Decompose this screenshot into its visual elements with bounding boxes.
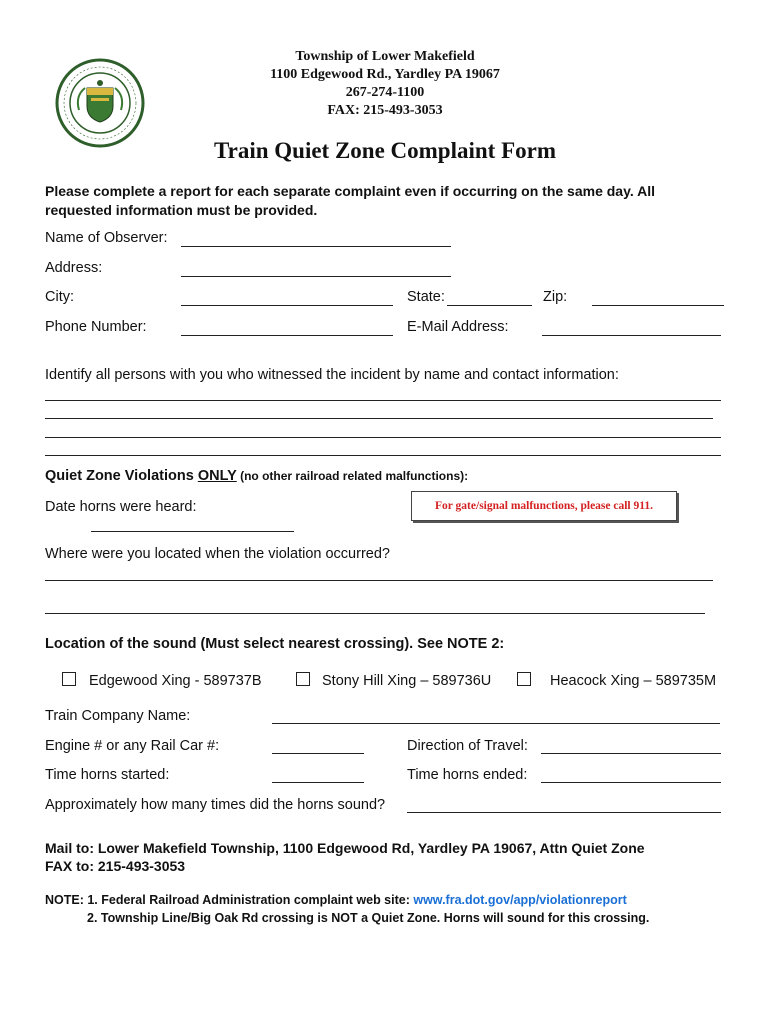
zip-label: Zip:	[543, 289, 568, 305]
witness-line-2[interactable]	[45, 418, 713, 419]
direction-field[interactable]	[541, 753, 721, 754]
email-label: E-Mail Address:	[407, 319, 509, 335]
org-phone: 267-274-1100	[345, 85, 425, 100]
note-1: NOTE: 1. Federal Railroad Administration complaint web site: www.fra.dot.gov/app/violationreport	[45, 893, 627, 907]
witness-line-1[interactable]	[45, 400, 721, 401]
engine-field[interactable]	[272, 753, 364, 754]
state-field[interactable]	[447, 305, 532, 306]
address-label: Address:	[45, 260, 103, 276]
heacock-checkbox[interactable]	[517, 672, 531, 686]
witness-line-3[interactable]	[45, 437, 721, 438]
count-field[interactable]	[407, 812, 721, 813]
heacock-label: Heacock Xing – 589735M	[550, 673, 717, 689]
zip-field[interactable]	[592, 305, 724, 306]
phone-label: Phone Number:	[45, 319, 147, 335]
city-label: City:	[45, 289, 74, 305]
note-2: 2. Township Line/Big Oak Rd crossing is NOT a Quiet Zone. Horns will sound for this crossing.	[87, 911, 650, 925]
fax-to: FAX to: 215-493-3053	[45, 858, 186, 874]
witness-prompt: Identify all persons with you who witnessed the incident by name and contact information:	[45, 367, 619, 383]
instructions: Please complete a report for each separate complaint even if occurring on the same day. All requested information must be provided.	[45, 183, 655, 218]
location-prompt: Where were you located when the violation occurred?	[45, 546, 390, 562]
started-field[interactable]	[272, 782, 364, 783]
name-field[interactable]	[181, 246, 451, 247]
ended-label: Time horns ended:	[407, 767, 528, 783]
org-address: 1100 Edgewood Rd., Yardley PA 19067	[270, 67, 500, 82]
date-label: Date horns were heard:	[45, 499, 197, 515]
location-line-1[interactable]	[45, 580, 713, 581]
direction-label: Direction of Travel:	[407, 738, 528, 754]
phone-field[interactable]	[181, 335, 393, 336]
address-field[interactable]	[181, 276, 451, 277]
started-label: Time horns started:	[45, 767, 170, 783]
company-field[interactable]	[272, 723, 720, 724]
edgewood-checkbox[interactable]	[62, 672, 76, 686]
page-title: Train Quiet Zone Complaint Form	[213, 138, 556, 163]
date-field[interactable]	[91, 531, 294, 532]
city-field[interactable]	[181, 305, 393, 306]
state-label: State:	[407, 289, 445, 305]
company-label: Train Company Name:	[45, 708, 191, 724]
alert-text: For gate/signal malfunctions, please call 911.	[435, 500, 653, 512]
ended-field[interactable]	[541, 782, 721, 783]
email-field[interactable]	[542, 335, 721, 336]
org-name: Township of Lower Makefield	[295, 49, 475, 64]
name-label: Name of Observer:	[45, 230, 168, 246]
engine-label: Engine # or any Rail Car #:	[45, 738, 220, 754]
stony-hill-checkbox[interactable]	[296, 672, 310, 686]
alert-box	[411, 491, 677, 521]
location-line-2[interactable]	[45, 613, 705, 614]
edgewood-label: Edgewood Xing - 589737B	[89, 673, 262, 689]
violations-heading: Quiet Zone Violations ONLY (no other railroad related malfunctions):	[45, 468, 469, 484]
count-label: Approximately how many times did the horns sound?	[45, 797, 386, 813]
witness-line-4[interactable]	[45, 455, 721, 456]
crossings-heading: Location of the sound (Must select nearest crossing). See NOTE 2:	[45, 636, 505, 652]
mail-to: Mail to: Lower Makefield Township, 1100 Edgewood Rd, Yardley PA 19067, Attn Quiet Zone	[45, 840, 645, 856]
fra-link[interactable]: www.fra.dot.gov/app/violationreport	[413, 893, 627, 907]
org-fax: FAX: 215-493-3053	[327, 103, 443, 118]
stony-hill-label: Stony Hill Xing – 589736U	[322, 673, 492, 689]
